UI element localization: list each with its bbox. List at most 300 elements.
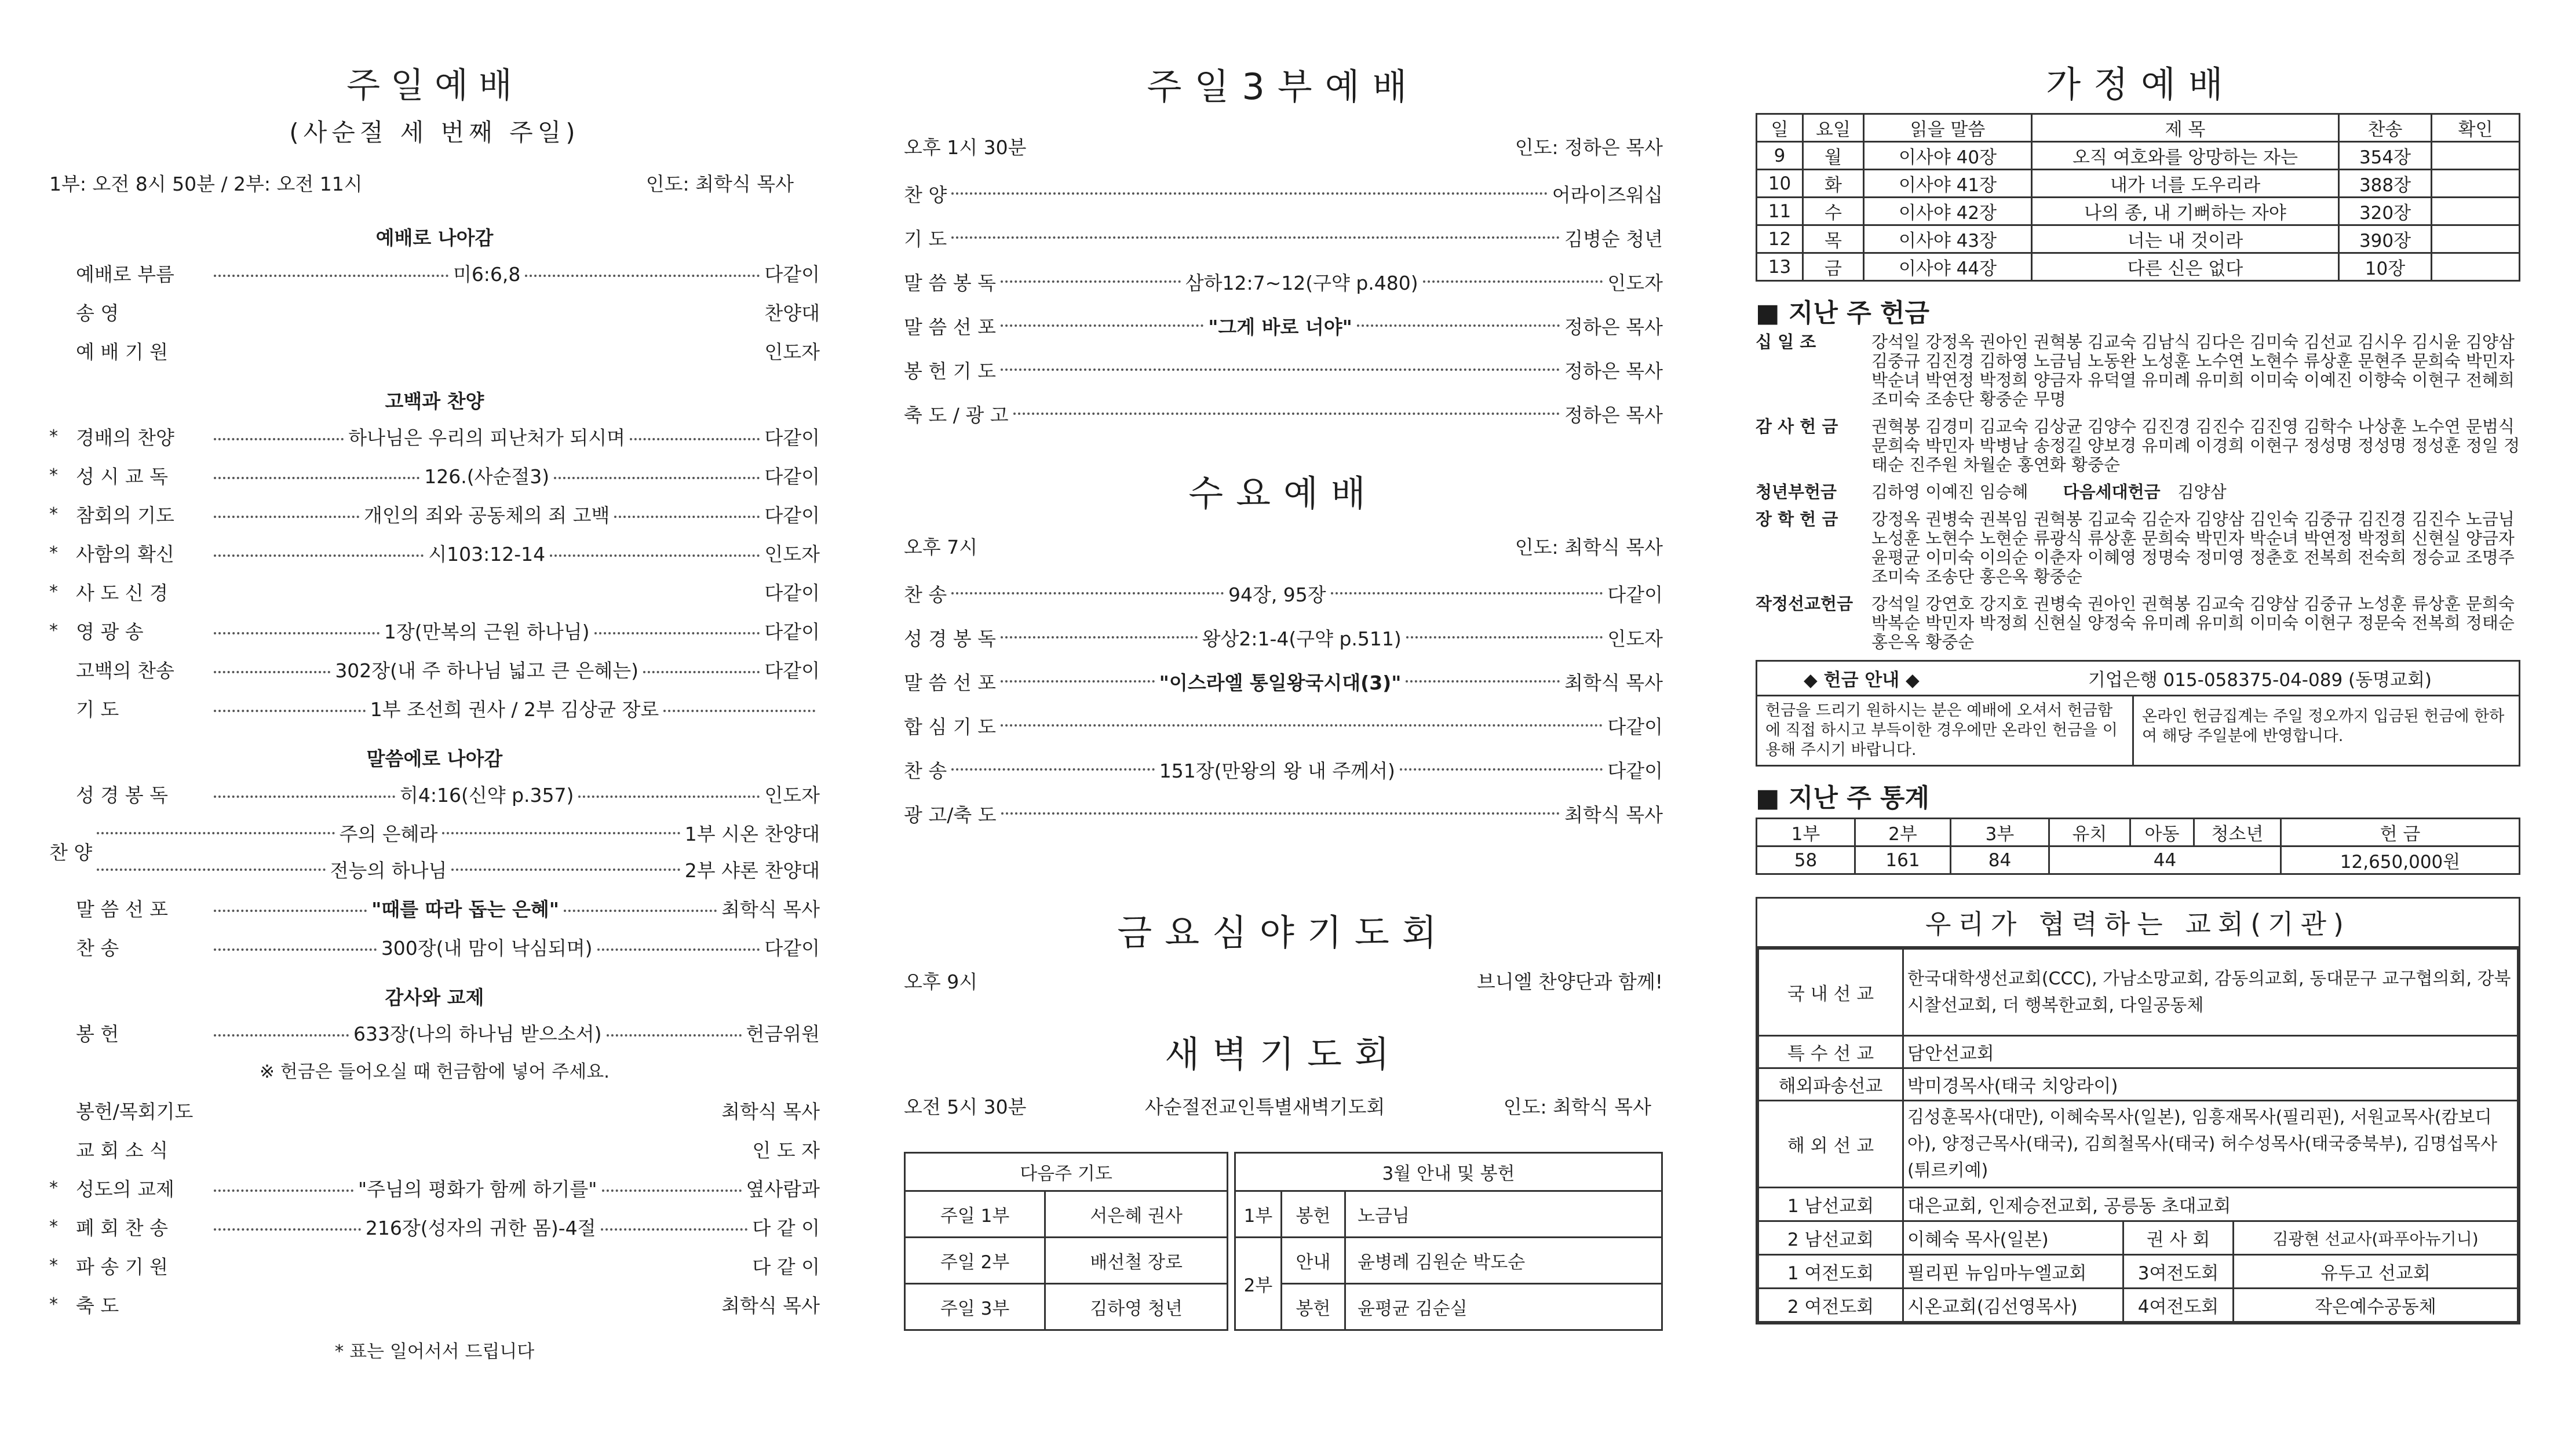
- order-item: [904, 571, 1663, 615]
- table-cell: 월: [1803, 142, 1864, 170]
- footnote: * 표는 일어서서 드립니다: [334, 1341, 535, 1362]
- item-content: "주님의 평화가 함께 하기를": [358, 1178, 597, 1200]
- table-cell: [2432, 198, 2520, 225]
- leader-line: [209, 1110, 721, 1112]
- guide-names: 노금님: [1345, 1191, 1662, 1238]
- order-item: [49, 1130, 820, 1169]
- item-label: 봉 헌: [76, 1023, 119, 1045]
- required-standing-mark: *: [49, 426, 58, 447]
- partner-list: 시온교회(김선영목사): [1903, 1289, 2123, 1322]
- item-performer: 다같이: [764, 426, 820, 449]
- item-performer: 다같이: [1607, 759, 1663, 782]
- item-performer: 다같이: [764, 582, 820, 604]
- table-row: [1757, 170, 2520, 198]
- offering-row: [1756, 594, 2526, 652]
- table-cell: [2432, 170, 2520, 198]
- item-performer: 다같이: [764, 621, 820, 643]
- item-performer: 최학식 목사: [721, 1294, 820, 1317]
- dot-leader: [1001, 324, 1203, 327]
- order-item: [49, 1246, 820, 1285]
- table-cell: [2432, 225, 2520, 253]
- prayer-slot: 주일 2부: [905, 1238, 1045, 1284]
- dawn-info: [904, 1092, 1663, 1119]
- item-label: 찬 양: [49, 841, 93, 864]
- table-cell: 너는 내 것이라: [2032, 225, 2339, 253]
- dot-leader: [597, 948, 760, 951]
- third-time: 오후 1시 30분: [904, 136, 1027, 159]
- dot-leader: [214, 710, 366, 712]
- partner-list: 유두고 선교회: [2234, 1255, 2518, 1289]
- item-stack: [92, 819, 820, 883]
- stats-header: 2부: [1855, 819, 1951, 846]
- weekday-services-column: [904, 0, 1663, 1445]
- prayer-person: 김하영 청년: [1045, 1284, 1228, 1330]
- section-heading: 고백과 찬양: [385, 390, 484, 413]
- item-label: 합 심 기 도: [904, 715, 996, 738]
- item-label: 말 씀 선 포: [904, 671, 996, 694]
- prayer-header: 다음주 기도: [905, 1153, 1228, 1191]
- item-content: 하나님은 우리의 피난처가 되시며: [348, 426, 626, 449]
- table-cell: 10장: [2339, 253, 2432, 281]
- third-leader: 인도: 정하은 목사: [1515, 136, 1663, 159]
- item-performer: 다같이: [764, 263, 820, 286]
- leader-line: [209, 933, 764, 961]
- required-standing-mark: *: [49, 543, 58, 563]
- item-performer: 김병순 청년: [1564, 227, 1663, 250]
- table-cell: 이사야 41장: [1864, 170, 2032, 198]
- dot-leader: [214, 671, 330, 673]
- item-label: 송 영: [76, 302, 119, 324]
- partner-list: 한국대학생선교회(CCC), 가남소망교회, 감동의교회, 동대문구 교구협의회, 강북시찰선교회, 더 행복한교회, 다일공동체: [1903, 949, 2518, 1036]
- item-label: 예 배 기 원: [76, 341, 168, 363]
- item-label: 말 씀 봉 독: [904, 271, 996, 294]
- item-label: 경배의 찬양: [76, 426, 174, 449]
- dot-leader: [550, 554, 760, 557]
- item-label: 기 도: [904, 227, 947, 250]
- required-standing-mark: *: [49, 621, 58, 641]
- offering-guide-title: ◆ 헌금 안내 ◆: [1804, 670, 1920, 691]
- item-label: 광 고/축 도: [904, 803, 997, 826]
- item-performer: 다같이: [764, 937, 820, 959]
- leader-line: [209, 462, 764, 489]
- item-performer: 최학식 목사: [1564, 671, 1663, 694]
- item-performer: 인도자: [1607, 271, 1663, 294]
- leader-line: [209, 1174, 746, 1202]
- offering-names: [1871, 333, 2526, 409]
- offering-names-list: 강석일 강연호 강지호 권병숙 권아인 권혁봉 김교숙 김양삼 김중규 노성훈 류상훈 문희숙 박복순 박민자 박정희 신현실 양정숙 유미례 유미희 이미숙 이현구 정문숙 전복희 정태순 홍은옥 황중순: [1871, 594, 2515, 652]
- partner-list: 박미경목사(태국 치앙라이): [1903, 1068, 2518, 1101]
- leader-line: [996, 624, 1607, 651]
- table-cell: [2432, 253, 2520, 281]
- item-content: 개인의 죄와 공동체의 죄 고백: [363, 504, 610, 527]
- item-content: "그게 바로 너야": [1208, 315, 1352, 338]
- order-item: [904, 615, 1663, 659]
- prayer-person: 서은혜 권사: [1045, 1191, 1228, 1238]
- table-row: [1757, 198, 2520, 225]
- sub-item: [92, 856, 820, 883]
- offering-category: 청년부헌금: [1756, 482, 1837, 502]
- item-label: 사 도 신 경: [76, 582, 168, 604]
- order-item: [904, 304, 1663, 348]
- table-cell: 목: [1803, 225, 1864, 253]
- table-cell: 13: [1757, 253, 1803, 281]
- offering-names-list: 김양삼: [2177, 482, 2227, 502]
- sunday-service-column: [49, 0, 820, 1445]
- item-performer: 정하은 목사: [1564, 403, 1663, 426]
- offering-names: [1871, 510, 2526, 586]
- order-item: [49, 254, 820, 293]
- item-performer: 다같이: [1607, 583, 1663, 606]
- partner-list: 작은예수공동체: [2234, 1289, 2518, 1322]
- guide-table: [1234, 1152, 1663, 1331]
- item-label: 봉헌/목회기도: [76, 1100, 194, 1123]
- leader-line: [1009, 413, 1565, 415]
- order-item: [49, 1013, 820, 1052]
- offering-title: ■ 지난 주 헌금: [1756, 298, 1930, 328]
- leader-line: [209, 1148, 752, 1151]
- item-label: 찬 송: [904, 759, 947, 782]
- dot-leader: [951, 236, 1560, 239]
- dot-leader: [607, 1034, 742, 1037]
- guide-role: 안내: [1282, 1238, 1345, 1284]
- dot-leader: [214, 796, 395, 798]
- item-content: 300장(내 맘이 낙심되며): [381, 937, 593, 959]
- order-item: [49, 572, 820, 611]
- guide-names: 윤평균 김순실: [1345, 1284, 1662, 1330]
- item-label: 말 씀 선 포: [904, 315, 996, 338]
- dot-leader: [1406, 636, 1603, 638]
- leader-line: [209, 539, 764, 567]
- order-item: [904, 791, 1663, 835]
- stats-header: 헌 금: [2281, 819, 2520, 846]
- dot-leader: [525, 275, 760, 277]
- partner-category: 2 여전도회: [1758, 1289, 1903, 1322]
- required-standing-mark: *: [49, 465, 58, 486]
- item-label: 파 송 기 원: [76, 1256, 168, 1278]
- leader-line: [209, 591, 764, 593]
- dot-leader: [451, 869, 680, 871]
- leader-line: [209, 350, 764, 352]
- dot-leader: [214, 1228, 361, 1231]
- item-performer: 정하은 목사: [1564, 315, 1663, 338]
- item-label: 성 경 봉 독: [76, 784, 168, 807]
- table-header-row: [1757, 114, 2520, 142]
- item-performer: 다 같 이: [752, 1256, 820, 1278]
- item-label: 교 회 소 식: [76, 1139, 168, 1162]
- dot-leader: [564, 910, 717, 912]
- leader-line: [209, 260, 764, 287]
- item-content: 126.(사순절3): [424, 465, 550, 488]
- guide-role: 봉헌: [1282, 1191, 1345, 1238]
- offering-category: 작정선교헌금: [1756, 594, 1853, 614]
- item-content: 216장(성자의 귀한 몸)-4절: [365, 1217, 596, 1239]
- order-item: [49, 813, 820, 889]
- guide-group: 2부: [1235, 1238, 1282, 1330]
- dot-leader: [214, 438, 344, 440]
- item-performer: 다같이: [764, 465, 820, 488]
- item-label: 축 도: [76, 1294, 119, 1317]
- order-item: [49, 1207, 820, 1246]
- offering-names-list: 김하영 이예진 임승혜: [1871, 482, 2028, 502]
- item-label: 예배로 부름: [76, 263, 174, 286]
- item-performer: 인 도 자: [752, 1139, 820, 1162]
- item-performer: 다같이: [764, 504, 820, 527]
- offering-category: 감 사 헌 금: [1756, 417, 1838, 436]
- item-label: 성 시 교 독: [76, 465, 168, 488]
- order-item: [49, 1285, 820, 1324]
- offering-note-left: 헌금을 드리기 원하시는 분은 예배에 오셔서 헌금함에 직접 하시고 부득이한 경우에만 온라인 헌금을 이용해 주시기 바랍니다.: [1757, 696, 2134, 765]
- partner-list: 이혜숙 목사(일본): [1903, 1221, 2123, 1255]
- friday-time: 오후 9시: [904, 970, 978, 993]
- stats-header: 청소년: [2194, 819, 2281, 846]
- partner-category: 1 남선교회: [1758, 1188, 1903, 1221]
- dot-leader: [1001, 680, 1155, 683]
- partner-category: 특 수 선 교: [1758, 1036, 1903, 1068]
- wednesday-title: 수요예배: [1188, 472, 1378, 514]
- required-standing-mark: *: [49, 582, 58, 602]
- offering-category: 십 일 조: [1756, 332, 1816, 352]
- leader-line: [947, 580, 1607, 607]
- offering-note-right: 온라인 헌금집계는 주일 정오까지 입금된 헌금에 한하여 해당 주일분에 반영합니다.: [2142, 707, 2505, 745]
- table-cell: 내가 너를 도우리라: [2032, 170, 2339, 198]
- stats-title: ■ 지난 주 통계: [1756, 783, 1930, 813]
- dot-leader: [214, 1034, 349, 1037]
- item-content: "때를 따라 돕는 은혜": [371, 898, 559, 921]
- order-item: [904, 659, 1663, 703]
- order-item: [904, 216, 1663, 260]
- table-cell: 390장: [2339, 225, 2432, 253]
- table-row: [1757, 253, 2520, 281]
- dot-leader: [1001, 636, 1198, 638]
- table-cell: 354장: [2339, 142, 2432, 170]
- table-cell: 이사야 43장: [1864, 225, 2032, 253]
- leader-line: [996, 668, 1564, 695]
- dot-leader: [214, 1189, 353, 1192]
- leader-line: [209, 780, 764, 808]
- partner-category: 3여전도회: [2123, 1255, 2234, 1289]
- partner-category: 국 내 선 교: [1758, 949, 1903, 1036]
- leader-line: [209, 695, 820, 722]
- table-cell: 오직 여호와를 앙망하는 자는: [2032, 142, 2339, 170]
- guide-group: 1부: [1235, 1191, 1282, 1238]
- dot-leader: [951, 192, 1547, 195]
- dot-leader: [214, 948, 377, 951]
- prayer-table: [904, 1152, 1228, 1331]
- leader-line: [209, 1304, 721, 1306]
- wednesday-info: [904, 532, 1663, 560]
- table-cell: 12: [1757, 225, 1803, 253]
- partner-list: 담안선교회: [1903, 1036, 2518, 1068]
- offering-row: [1756, 510, 2526, 586]
- item-performer: 어라이즈워십: [1552, 183, 1663, 206]
- item-performer: 인도자: [764, 543, 820, 565]
- third-info: [904, 133, 1663, 160]
- offering-guide-box: [1756, 660, 2520, 767]
- column-header: 읽을 말씀: [1864, 114, 2032, 142]
- partner-list: 김성훈목사(대만), 이혜숙목사(일본), 임흥재목사(필리핀), 서원교목사(캄보디아), 양정근목사(태국), 김희철목사(태국) 허수성목사(태국중북부), 김명섭목사(튀르키예): [1903, 1101, 2518, 1188]
- partner-list: 김광현 선교사(파푸아뉴기니): [2234, 1221, 2518, 1255]
- leader-line: [209, 423, 764, 450]
- table-cell: 11: [1757, 198, 1803, 225]
- table-cell: 다른 신은 없다: [2032, 253, 2339, 281]
- column-header: 확인: [2432, 114, 2520, 142]
- table-cell: 이사야 40장: [1864, 142, 2032, 170]
- order-item: [49, 1091, 820, 1130]
- item-label: 참회의 기도: [76, 504, 174, 527]
- leader-line: [209, 895, 721, 922]
- order-item: [49, 650, 820, 689]
- leader-line: [996, 268, 1607, 295]
- item-performer: 최학식 목사: [1564, 803, 1663, 826]
- guide-role: 봉헌: [1282, 1284, 1345, 1330]
- item-label: 봉 헌 기 도: [904, 359, 996, 382]
- leader-line: [209, 656, 764, 683]
- partner-category: 2 남선교회: [1758, 1221, 1903, 1255]
- item-performer: 옆사람과: [746, 1178, 820, 1200]
- offering-category: 다음세대헌금: [2063, 482, 2161, 502]
- item-label: 기 도: [76, 698, 119, 721]
- offering-row: [1756, 417, 2526, 475]
- partner-category: 4여전도회: [2123, 1289, 2234, 1322]
- friday-info: [904, 967, 1663, 994]
- table-cell: 388장: [2339, 170, 2432, 198]
- stats-header: 유치: [2049, 819, 2130, 846]
- friday-note: 브니엘 찬양단과 함께!: [1476, 970, 1663, 993]
- stats-value: 44: [2049, 846, 2281, 874]
- dot-leader: [214, 632, 380, 634]
- item-content: 302장(내 주 하나님 넓고 큰 은혜는): [335, 659, 639, 682]
- info-column: [1756, 0, 2526, 1445]
- item-performer: 2부 샤론 찬양대: [684, 859, 820, 882]
- leader-line: [947, 236, 1564, 239]
- dawn-leader: 인도: 최학식 목사: [1503, 1096, 1651, 1118]
- dot-leader: [214, 554, 424, 557]
- order-item: [49, 928, 820, 966]
- required-standing-mark: *: [49, 504, 58, 524]
- offering-names-list: 권혁봉 김경미 김교숙 김상균 김양수 김진경 김진수 김진영 김학수 나상훈 노수연 문범식 문희숙 박민자 박병남 송정길 양보경 유미례 이경희 이현구 정성명 정성명 정성훈 정일 정태순 진주원 차월순 홍연화 황중순: [1871, 417, 2520, 475]
- item-content: 633장(나의 하나님 받으소서): [353, 1023, 602, 1045]
- offering-names-list: 강석일 강정옥 권아인 권혁봉 김교숙 김남식 김다은 김미숙 김선교 김시우 김시윤 김양삼 김중규 김진경 김하영 노금님 노동완 노성훈 노수연 노현수 류상훈 문현주 문희숙 박민자 박순녀 박연정 박정희 양금자 유덕열 유미례 유미희 이미숙 이예진 이향숙 이현구 전혜희 조미숙 조송단 황중순 무명: [1871, 332, 2515, 409]
- item-content: "이스라엘 통일왕국시대(3)": [1159, 671, 1402, 694]
- stats-value: 58: [1757, 846, 1855, 874]
- stats-value: 84: [1951, 846, 2049, 874]
- item-content: 삼하12:7~12(구약 p.480): [1185, 271, 1418, 294]
- item-performer: 다같이: [764, 659, 820, 682]
- leader-line: [996, 368, 1564, 371]
- table-cell: 나의 종, 내 기뻐하는 자야: [2032, 198, 2339, 225]
- offering-row: [1756, 333, 2526, 409]
- dot-leader: [554, 477, 760, 479]
- item-label: 영 광 송: [76, 621, 144, 643]
- partner-list: 필리핀 뉴임마누엘교회: [1903, 1255, 2123, 1289]
- item-label: 성도의 교제: [76, 1178, 174, 1200]
- table-cell: 9: [1757, 142, 1803, 170]
- partners-table: [1757, 948, 2519, 1323]
- item-performer: 다 같 이: [752, 1217, 820, 1239]
- dawn-title: 새벽기도회: [1165, 1033, 1402, 1075]
- item-content: 주의 은혜라: [339, 823, 438, 845]
- dot-leader: [1331, 592, 1603, 594]
- stats-header: 아동: [2130, 819, 2194, 846]
- prayer-slot: 주일 3부: [905, 1284, 1045, 1330]
- item-performer: 최학식 목사: [721, 898, 820, 921]
- partner-category: 해 외 선 교: [1758, 1101, 1903, 1188]
- partner-category: 1 여전도회: [1758, 1255, 1903, 1289]
- leader-line: [947, 756, 1607, 783]
- partner-category: 해외파송선교: [1758, 1068, 1903, 1101]
- item-content: 1장(만복의 근원 하나님): [384, 621, 590, 643]
- partner-list: 대은교회, 인제승전교회, 공릉동 초대교회: [1903, 1188, 2518, 1221]
- dot-leader: [214, 477, 419, 479]
- sunday-title: 주일예배: [346, 65, 523, 106]
- dot-leader: [951, 768, 1155, 771]
- offering-names: [1871, 483, 2526, 502]
- leader-line: [209, 1265, 752, 1267]
- wednesday-time: 오후 7시: [904, 536, 978, 559]
- item-performer: 최학식 목사: [721, 1100, 820, 1123]
- dot-leader: [578, 796, 760, 798]
- offering-names: [1871, 594, 2526, 652]
- table-row: [1757, 225, 2520, 253]
- order-item: [49, 611, 820, 650]
- offering-names-list: 강정옥 권병숙 권복임 권혁봉 김교숙 김순자 김양삼 김인숙 김중규 김진경 김진수 노금님 노성훈 노현수 노현순 류광식 류상훈 문희숙 박민자 박순녀 박연정 박정희 신현실 양금자 윤평균 이미숙 이의순 이춘자 이혜영 정명숙 정미영 정춘호 전복희 전숙희 정승교 조명주 조미숙 조송단 홍은옥 황중순: [1871, 509, 2515, 586]
- wednesday-leader: 인도: 최학식 목사: [1515, 536, 1663, 559]
- item-content: 전능의 하나님: [330, 859, 447, 882]
- table-cell: 금: [1803, 253, 1864, 281]
- item-performer: 인도자: [764, 341, 820, 363]
- item-label: 찬 양: [904, 183, 947, 206]
- required-standing-mark: *: [49, 1294, 58, 1315]
- item-performer: 인도자: [1607, 627, 1663, 650]
- dot-leader: [614, 516, 760, 518]
- dot-leader: [1001, 280, 1181, 283]
- stats-table: [1756, 818, 2520, 875]
- guide-header: 3월 안내 및 봉헌: [1235, 1153, 1662, 1191]
- order-item: [49, 775, 820, 813]
- order-item: [904, 392, 1663, 436]
- table-cell: 320장: [2339, 198, 2432, 225]
- table-cell: 이사야 44장: [1864, 253, 2032, 281]
- required-standing-mark: *: [49, 1217, 58, 1237]
- dot-leader: [214, 275, 448, 277]
- dot-leader: [594, 632, 760, 634]
- dot-leader: [97, 832, 334, 834]
- dot-leader: [601, 1228, 748, 1231]
- item-label: 사함의 확신: [76, 543, 174, 565]
- leader-line: [209, 501, 764, 528]
- partners-title: 우리가 협력하는 교회(기관): [1757, 899, 2519, 948]
- partners-box: [1756, 897, 2520, 1324]
- friday-title: 금요심야기도회: [1117, 911, 1450, 954]
- offering-note: ※ 헌금은 들어오실 때 헌금함에 넣어 주세요.: [259, 1061, 610, 1082]
- bank-account: 기업은행 015-058375-04-089 (동명교회): [2088, 670, 2432, 691]
- order-item: [49, 689, 820, 728]
- order-item: [904, 260, 1663, 304]
- dot-leader: [1406, 680, 1560, 683]
- offering-row: [1756, 483, 2526, 502]
- order-item: [904, 171, 1663, 216]
- item-content: 미6:6,8: [453, 263, 521, 286]
- item-label: 고백의 찬송: [76, 659, 174, 682]
- item-performer: 정하은 목사: [1564, 359, 1663, 382]
- prayer-guide-tables: [904, 1152, 1663, 1331]
- item-content: 왕상2:1-4(구약 p.511): [1202, 627, 1402, 650]
- dot-leader: [214, 910, 367, 912]
- leader-line: [209, 311, 764, 313]
- item-performer: 찬양대: [764, 302, 820, 324]
- column-header: 찬송: [2339, 114, 2432, 142]
- leader-line: [209, 1019, 746, 1046]
